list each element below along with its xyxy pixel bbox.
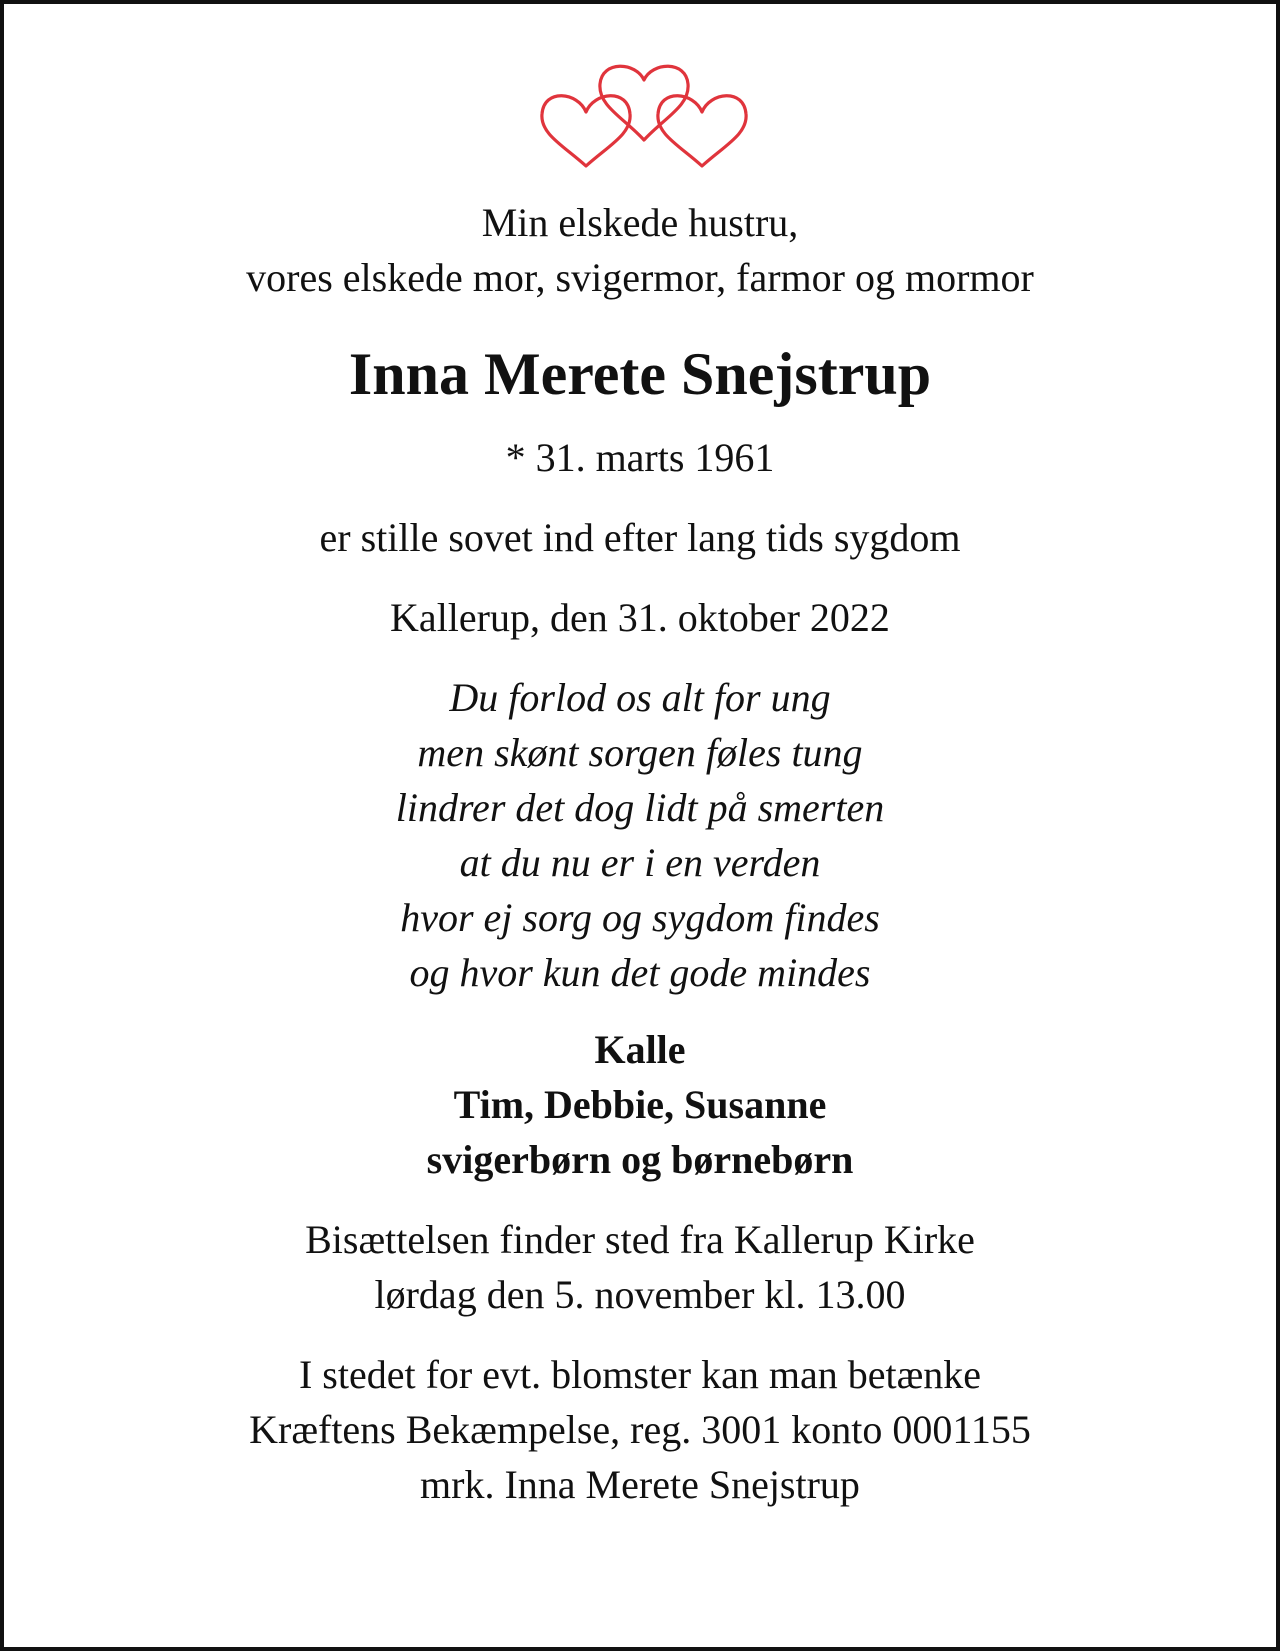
poem-line: men skønt sorgen føles tung	[417, 730, 863, 775]
funeral-line: Bisættelsen finder sted fra Kallerup Kirke	[305, 1217, 975, 1262]
announcement-text: er stille sovet ind efter lang tids sygdom	[319, 515, 961, 560]
deceased-name: Inna Merete Snejstrup	[348, 341, 932, 407]
intro-line-1: Min elskede hustru,	[481, 200, 799, 245]
donation-line: mrk. Inna Merete Snejstrup	[420, 1462, 860, 1507]
family-line: svigerbørn og børnebørn	[426, 1137, 854, 1182]
donation-line: Kræftens Bekæmpelse, reg. 3001 konto 0001155	[249, 1407, 1031, 1452]
funeral-line: lørdag den 5. november kl. 13.00	[374, 1272, 906, 1317]
donation-line: I stedet for evt. blomster kan man betænke	[298, 1352, 982, 1397]
birth-date: * 31. marts 1961	[505, 435, 775, 480]
poem-line: at du nu er i en verden	[459, 840, 821, 885]
family-line: Tim, Debbie, Susanne	[453, 1082, 827, 1127]
poem-line: lindrer det dog lidt på smerten	[395, 785, 885, 830]
family-line: Kalle	[594, 1027, 686, 1072]
three-interlocking-hearts-icon	[534, 62, 754, 174]
poem-line: hvor ej sorg og sygdom findes	[400, 895, 880, 940]
poem-line: Du forlod os alt for ung	[449, 675, 831, 720]
poem-line: og hvor kun det gode mindes	[409, 950, 871, 995]
place-and-date: Kallerup, den 31. oktober 2022	[390, 595, 890, 640]
intro-line-2: vores elskede mor, svigermor, farmor og mormor	[246, 255, 1034, 300]
